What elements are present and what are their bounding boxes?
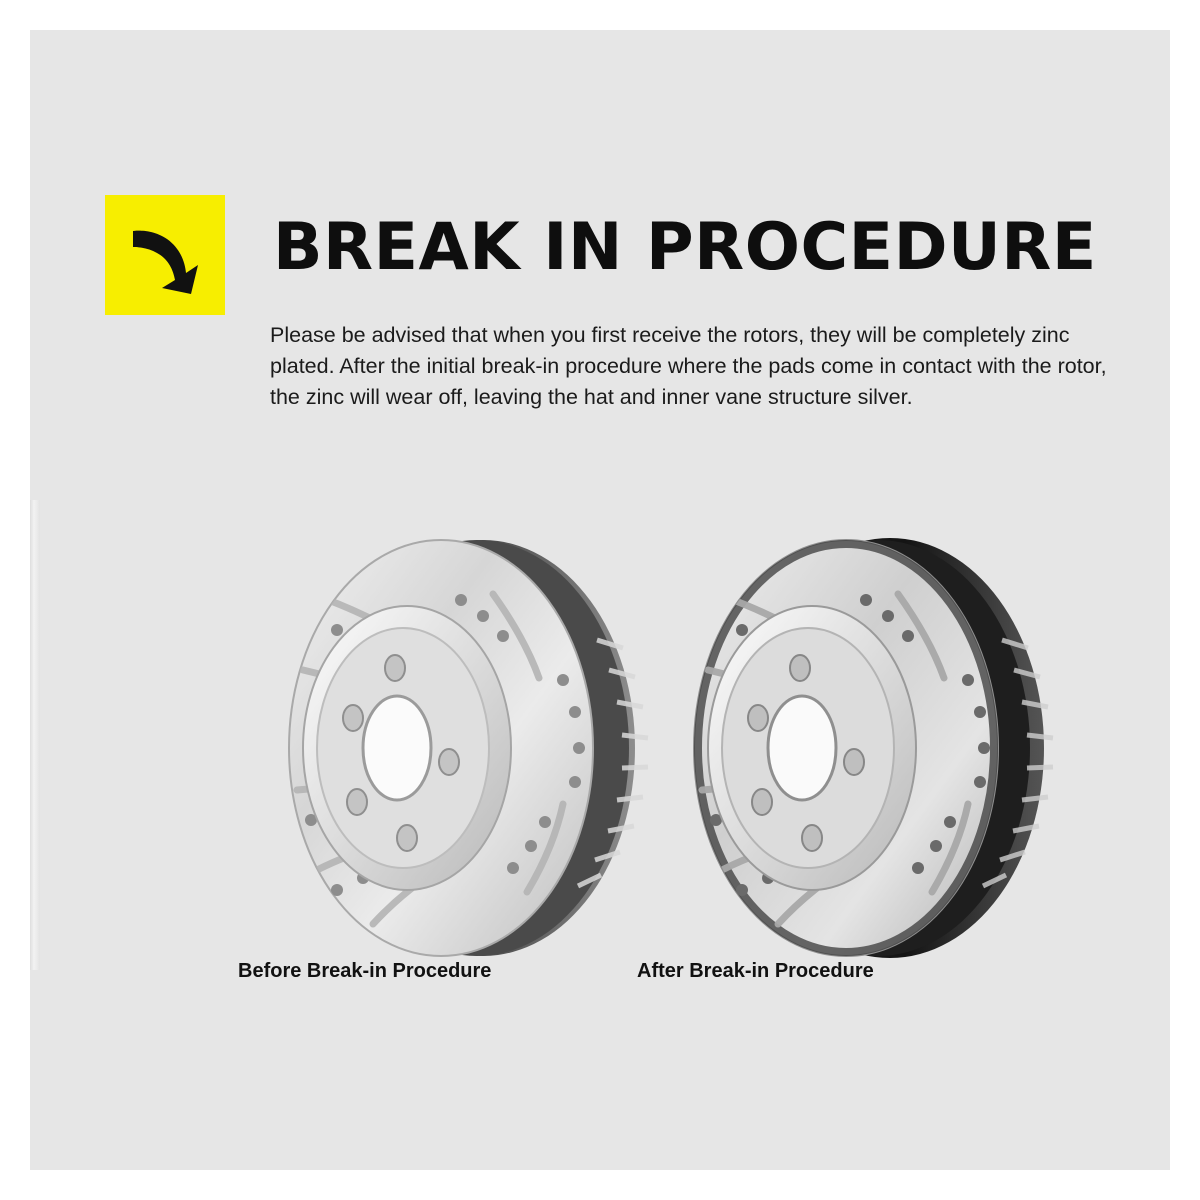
body-text: Please be advised that when you first receive the rotors, they will be completely zinc plated. After the initial break-in procedure where the pads come in contact with the rotor, the zinc will wear off, leaving the hat and inner vane structure silver. <box>270 323 1107 409</box>
rotor-image-before <box>245 490 685 1010</box>
header <box>105 195 1135 325</box>
down-right-arrow-icon <box>105 195 225 315</box>
rotor-figures <box>30 490 1170 1010</box>
page-title: BREAK IN PROCEDURE <box>273 210 1097 285</box>
caption-before: Before Break-in Procedure <box>238 960 492 982</box>
arrow-badge <box>105 195 225 315</box>
infographic-page <box>30 30 1170 1170</box>
rotor-image-after <box>650 490 1090 1010</box>
caption-after: After Break-in Procedure <box>637 960 874 982</box>
